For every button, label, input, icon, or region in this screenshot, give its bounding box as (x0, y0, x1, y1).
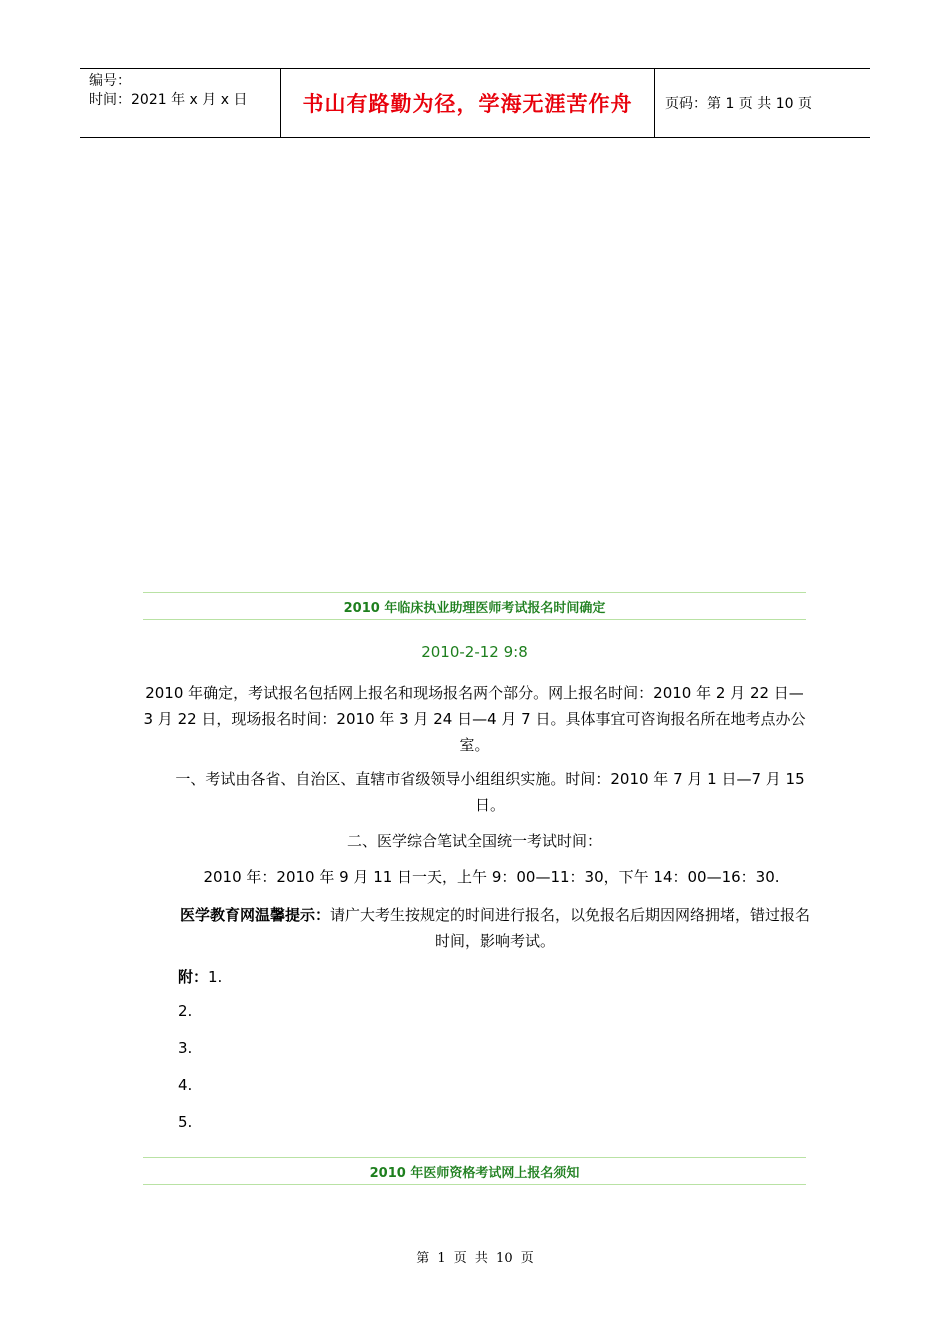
tip-paragraph (175, 902, 815, 954)
header-meta (80, 69, 281, 137)
article-item-2: 二、医学综合笔试全国统一考试时间： (346, 832, 602, 850)
appendix-label: 附： (178, 968, 209, 986)
article-date: 2010-2-12 9:8 (421, 643, 528, 661)
article-title-bar (143, 1157, 806, 1185)
header-time-label: 时间：2021 年 x 月 x 日 (89, 92, 248, 108)
exam-schedule: 2010 年：2010 年 9 月 11 日一天，上午 9：00—11：30，下午 14：00—16：30. (203, 868, 780, 886)
tip-text: 请广大考生按规定的时间进行报名，以免报名后期因网络拥堵，错过报名时间，影响考试。 (330, 906, 811, 950)
article-title[interactable]: 2010 年医师资格考试网上报名须知 (369, 1165, 580, 1181)
appendix-item: 5. (178, 1113, 193, 1131)
header-page-info: 页码：第 1 页 共 10 页 (665, 96, 812, 112)
appendix-item: 2. (178, 1002, 193, 1020)
article-title-bar (143, 592, 806, 620)
appendix-item: 1. (208, 968, 223, 986)
document-header (80, 68, 870, 138)
appendix-item: 4. (178, 1076, 193, 1094)
header-number-label: 编号： (89, 73, 131, 89)
article-intro: 2010 年确定，考试报名包括网上报名和现场报名两个部分。网上报名时间：2010 年 2 月 22 日—3 月 22 日，现场报名时间：2010 年 3 月 24 日—4 月 7 日。具体事宜可咨询报名所在地考点办公室。 (143, 684, 806, 754)
page-footer: 第 1 页 共 10 页 (416, 1251, 534, 1266)
appendix-item: 3. (178, 1039, 193, 1057)
tip-label: 医学教育网温馨提示： (179, 906, 330, 924)
header-motto: 书山有路勤为径，学海无涯苦作舟 (281, 69, 655, 137)
article-item-1: 一、考试由各省、自治区、直辖市省级领导小组组织实施。时间：2010 年 7 月 1 日—7 月 15 日。 (175, 770, 805, 814)
appendix-line (178, 966, 222, 987)
article-title[interactable]: 2010 年临床执业助理医师考试报名时间确定 (343, 600, 606, 616)
